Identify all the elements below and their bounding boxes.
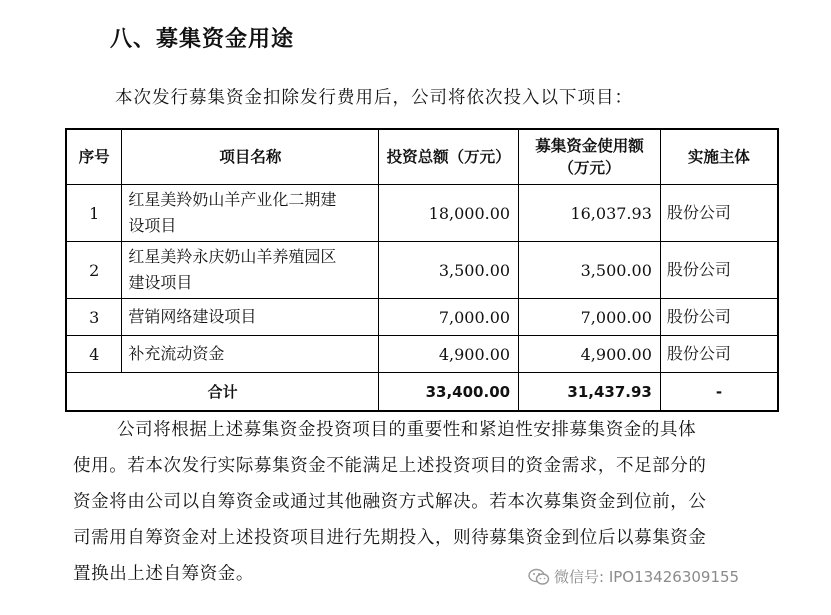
cell-raised: 7,000.00: [519, 299, 661, 336]
cell-entity: 股份公司: [660, 336, 778, 373]
cell-name: 补充流动资金: [122, 336, 379, 373]
total-raised: 31,437.93: [519, 373, 661, 412]
total-entity: -: [660, 373, 778, 412]
cell-name-line2: 设项目: [128, 216, 177, 235]
cell-name-line1: 红星美羚奶山羊产业化二期建: [128, 190, 337, 209]
total-sum: 33,400.00: [379, 373, 519, 412]
header-total: 投资总额（万元）: [379, 129, 519, 185]
cell-index: 2: [66, 242, 122, 299]
table-row: [66, 185, 778, 242]
cell-name: [122, 185, 379, 242]
table-header-row: [66, 129, 778, 185]
header-index: 序号: [66, 129, 122, 185]
paragraph-line: 公司将根据上述募集资金投资项目的重要性和紧迫性安排募集资金的具体: [117, 420, 697, 440]
header-raised-line2: （万元）: [558, 159, 621, 177]
table-row: [66, 336, 778, 373]
cell-total: 3,500.00: [379, 242, 519, 299]
cell-total: 4,900.00: [379, 336, 519, 373]
cell-index: 4: [66, 336, 122, 373]
section-heading: 八、募集资金用途: [110, 27, 295, 52]
cell-entity: 股份公司: [660, 242, 778, 299]
cell-index: 3: [66, 299, 122, 336]
cell-raised: 3,500.00: [519, 242, 661, 299]
paragraph-line: 司需用自筹资金对上述投资项目进行先期投入，则待募集资金到位后以募集资金: [73, 528, 707, 548]
table-total-row: [66, 373, 778, 412]
total-label: 合计: [66, 373, 379, 412]
cell-entity: 股份公司: [660, 299, 778, 336]
watermark-text: 微信号: IPO13426309155: [554, 568, 740, 586]
cell-name-line2: 建设项目: [128, 273, 193, 292]
cell-total: 18,000.00: [379, 185, 519, 242]
cell-entity: 股份公司: [660, 185, 778, 242]
header-raised: [519, 129, 661, 185]
cell-name-line1: 红星美羚永庆奶山羊养殖园区: [128, 247, 337, 266]
watermark: [528, 566, 739, 587]
header-entity: 实施主体: [660, 129, 778, 185]
wechat-icon: [528, 568, 550, 586]
intro-text: 本次发行募集资金扣除发行费用后，公司将依次投入以下项目：: [115, 88, 633, 108]
cell-name: 营销网络建设项目: [122, 299, 379, 336]
cell-raised: 16,037.93: [519, 185, 661, 242]
table-row: [66, 299, 778, 336]
cell-raised: 4,900.00: [519, 336, 661, 373]
body-paragraph: [73, 412, 773, 592]
table-row: [66, 242, 778, 299]
header-raised-line1: 募集资金使用额: [535, 137, 644, 155]
projects-table: [65, 128, 779, 412]
cell-total: 7,000.00: [379, 299, 519, 336]
header-name: 项目名称: [122, 129, 379, 185]
cell-index: 1: [66, 185, 122, 242]
paragraph-line: 使用。若本次发行实际募集资金不能满足上述投资项目的资金需求，不足部分的: [73, 456, 707, 476]
paragraph-line: 置换出上述自筹资金。: [73, 564, 254, 584]
paragraph-line: 资金将由公司以自筹资金或通过其他融资方式解决。若本次募集资金到位前，公: [73, 492, 707, 512]
cell-name: [122, 242, 379, 299]
